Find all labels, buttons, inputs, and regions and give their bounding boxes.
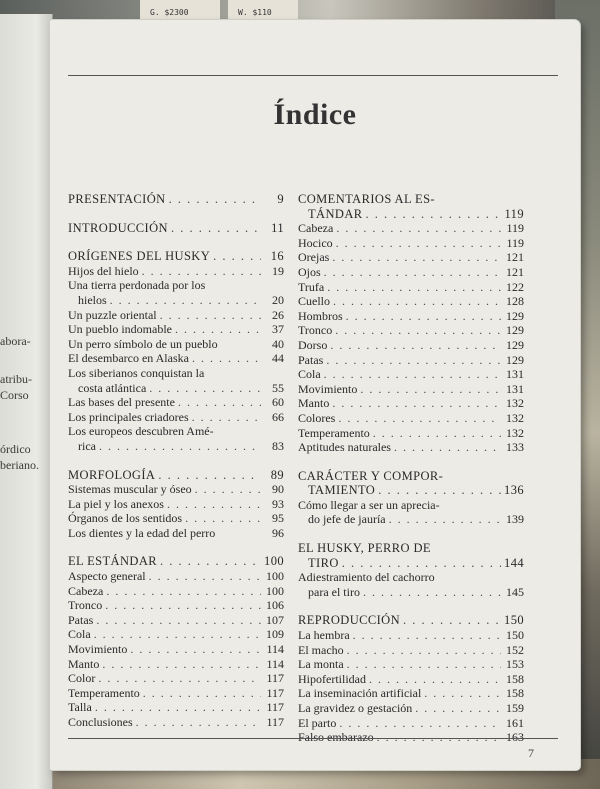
toc-entry: [68, 700, 284, 715]
toc-leader-dots: [332, 250, 501, 265]
toc-leader-dots: [369, 672, 501, 687]
toc-entry-label: PRESENTACIÓN: [68, 192, 166, 206]
toc-entry-label: La monta: [298, 657, 344, 672]
page-number: 7: [528, 746, 534, 760]
toc-leader-dots: [332, 396, 501, 411]
toc-entry: [298, 236, 524, 251]
toc-entry-label: Aspecto general: [68, 569, 146, 584]
toc-leader-dots: [195, 482, 261, 497]
toc-entry: [68, 278, 284, 293]
toc-entry: [298, 657, 524, 672]
toc-section-entry: [298, 556, 524, 571]
toc-entry-label: rica: [78, 438, 96, 453]
toc-leader-dots: [403, 613, 501, 628]
toc-entry: [298, 396, 524, 411]
toc-entry-page: 139: [506, 512, 524, 527]
toc-leader-dots: [353, 628, 501, 643]
shelf-label: G. $2300: [150, 8, 189, 17]
toc-spacer: [68, 454, 284, 468]
toc-entry: [68, 671, 284, 686]
shelf-label: W. $110: [238, 8, 272, 17]
toc-leader-dots: [149, 569, 261, 584]
toc-spacer: [298, 455, 524, 469]
toc-entry-label: Hocico: [298, 235, 333, 250]
toc-entry-page: 129: [506, 337, 524, 352]
toc-entry: [68, 686, 284, 701]
toc-entry: [298, 585, 524, 600]
toc-entry-page: 150: [504, 613, 524, 628]
toc-leader-dots: [394, 440, 501, 455]
toc-entry-label: Manto: [68, 656, 100, 671]
bottom-rule: [68, 738, 558, 739]
toc-entry-page: 133: [506, 440, 524, 455]
toc-entry-label: Las bases del presente: [68, 395, 175, 410]
toc-entry-page: 9: [277, 192, 284, 206]
toc-section-entry: [68, 221, 284, 236]
toc-leader-dots: [339, 716, 501, 731]
toc-entry-label: Movimiento: [298, 381, 358, 396]
toc-entry-page: 161: [506, 715, 524, 730]
toc-entry-page: 117: [266, 671, 284, 686]
toc-section-entry: [298, 192, 524, 207]
toc-spacer: [298, 527, 524, 541]
toc-entry-page: 55: [272, 380, 284, 395]
toc-entry-label: Cabeza: [298, 221, 334, 236]
toc-entry-label: Un pueblo indomable: [68, 322, 172, 337]
toc-entry-page: 106: [266, 598, 284, 613]
toc-entry: [298, 628, 524, 643]
toc-entry: [298, 701, 524, 716]
toc-leader-dots: [424, 686, 501, 701]
toc-entry-label: TÁNDAR: [308, 206, 363, 221]
toc-entry-page: 158: [506, 671, 524, 686]
toc-leader-dots: [342, 556, 501, 571]
toc-entry-page: 150: [506, 628, 524, 643]
toc-entry: [298, 323, 524, 338]
toc-entry-page: 40: [272, 336, 284, 351]
toc-entry: [68, 657, 284, 672]
toc-entry-label: Tronco: [298, 323, 333, 338]
toc-entry: [68, 584, 284, 599]
toc-leader-dots: [338, 411, 501, 426]
toc-leader-dots: [327, 280, 501, 295]
toc-entry-page: 152: [506, 642, 524, 657]
toc-entry-label: para el tiro: [308, 584, 360, 599]
toc-entry-label: Los europeos descubren Amé-: [68, 424, 214, 439]
toc-entry-label: costa atlántica: [78, 380, 147, 395]
toc-entry-page: 19: [272, 263, 284, 278]
toc-entry: [298, 716, 524, 731]
toc-entry-label: Un puzzle oriental: [68, 307, 157, 322]
toc-entry-page: 131: [506, 367, 524, 382]
toc-entry: [298, 686, 524, 701]
toc-entry-page: 66: [272, 409, 284, 424]
toc-entry-page: 26: [272, 307, 284, 322]
toc-entry: [68, 322, 284, 337]
toc-entry-label: Hijos del hielo: [68, 263, 139, 278]
toc-leader-dots: [363, 585, 501, 600]
toc-section-entry: [68, 192, 284, 207]
toc-leader-dots: [167, 497, 261, 512]
toc-entry-page: 153: [506, 657, 524, 672]
toc-entry: [68, 482, 284, 497]
toc-leader-dots: [99, 439, 261, 454]
toc-entry-label: Cola: [68, 627, 91, 642]
toc-entry: [298, 221, 524, 236]
toc-entry-label: La piel y los anexos: [68, 496, 164, 511]
toc-leader-dots: [158, 468, 261, 483]
toc-entry-page: 20: [272, 292, 284, 307]
toc-entry-label: Dorso: [298, 337, 328, 352]
toc-entry: [298, 643, 524, 658]
toc-leader-dots: [178, 395, 261, 410]
toc-entry: [68, 308, 284, 323]
toc-entry-page: 83: [272, 438, 284, 453]
toc-entry-page: 129: [506, 323, 524, 338]
toc-entry-page: 117: [266, 685, 284, 700]
toc-entry-label: Temperamento: [68, 685, 140, 700]
toc-entry-label: Temperamento: [298, 425, 370, 440]
toc-entry-label: Trufa: [298, 279, 325, 294]
left-page-fragment: abora-: [0, 334, 31, 348]
toc-entry-page: 132: [506, 396, 524, 411]
toc-entry: [298, 411, 524, 426]
toc-leader-dots: [95, 700, 261, 715]
toc-leader-dots: [142, 264, 261, 279]
toc-left-column: [68, 192, 284, 730]
toc-entry-page: 100: [266, 583, 284, 598]
toc-leader-dots: [415, 701, 501, 716]
toc-leader-dots: [213, 249, 261, 264]
toc-entry-page: 114: [266, 656, 284, 671]
toc-entry-page: 119: [506, 235, 524, 250]
toc-leader-dots: [389, 512, 501, 527]
toc-leader-dots: [160, 554, 261, 569]
toc-entry-label: Patas: [298, 352, 324, 367]
toc-entry: [298, 280, 524, 295]
toc-leader-dots: [336, 221, 501, 236]
toc-leader-dots: [347, 657, 501, 672]
toc-entry-label: Sistemas muscular y óseo: [68, 482, 192, 497]
toc-entry-label: do jefe de jauría: [308, 512, 386, 527]
toc-entry-label: El parto: [298, 715, 337, 730]
toc-leader-dots: [378, 483, 501, 498]
toc-entry: [68, 366, 284, 381]
toc-entry: [68, 598, 284, 613]
toc-entry: [68, 511, 284, 526]
toc-leader-dots: [324, 265, 501, 280]
toc-leader-dots: [347, 643, 501, 658]
toc-leader-dots: [192, 351, 261, 366]
toc-entry-label: Cola: [298, 367, 321, 382]
toc-leader-dots: [175, 322, 261, 337]
toc-entry-label: La hembra: [298, 628, 350, 643]
toc-leader-dots: [360, 382, 501, 397]
toc-entry-page: 121: [506, 250, 524, 265]
toc-leader-dots: [365, 207, 501, 222]
toc-leader-dots: [169, 192, 261, 207]
toc-entry-label: Hipofertilidad: [298, 671, 366, 686]
toc-entry: [298, 672, 524, 687]
toc-entry-page: 117: [266, 715, 284, 729]
toc-leader-dots: [346, 309, 501, 324]
toc-leader-dots: [106, 584, 261, 599]
toc-entry-page: 100: [266, 569, 284, 584]
toc-entry: [298, 498, 524, 513]
toc-section-entry: [298, 541, 524, 556]
toc-entry-label: Hombros: [298, 308, 343, 323]
toc-entry-label: Los dientes y la edad del perro: [68, 525, 216, 540]
toc-entry: [68, 381, 284, 396]
left-page-fragment: atribu-: [0, 372, 32, 386]
toc-entry: [68, 351, 284, 366]
toc-leader-dots: [130, 642, 261, 657]
toc-section-entry: [68, 554, 284, 569]
toc-entry: [298, 353, 524, 368]
toc-entry-page: 158: [506, 686, 524, 701]
toc-entry: [298, 426, 524, 441]
page-title: Índice: [273, 98, 357, 131]
toc-entry: [68, 424, 284, 439]
toc-entry-page: 90: [272, 482, 284, 497]
toc-leader-dots: [102, 657, 261, 672]
toc-entry: [68, 642, 284, 657]
toc-entry-label: El desembarco en Alaska: [68, 351, 189, 366]
toc-entry-page: 60: [272, 395, 284, 410]
toc-spacer: [68, 207, 284, 221]
toc-entry-label: Tronco: [68, 598, 103, 613]
left-page-fragment: Corso: [0, 388, 29, 402]
toc-leader-dots: [373, 426, 501, 441]
toc-entry-label: EL ESTÁNDAR: [68, 554, 158, 569]
toc-entry-label: Una tierra perdonada por los: [68, 278, 206, 293]
toc-entry-label: Cabeza: [68, 583, 104, 598]
toc-entry-page: 117: [266, 700, 284, 715]
toc-entry-label: Manto: [298, 396, 330, 411]
toc-entry-label: Los siberianos conquistan la: [68, 365, 205, 380]
toc-leader-dots: [98, 671, 261, 686]
toc-entry-label: Ojos: [298, 264, 321, 279]
toc-entry: [68, 439, 284, 454]
toc-spacer: [68, 235, 284, 249]
book-page: [50, 20, 580, 770]
toc-entry-label: Orejas: [298, 250, 330, 265]
toc-entry-label: Patas: [68, 612, 94, 627]
toc-leader-dots: [105, 598, 261, 613]
toc-entry-label: Talla: [68, 700, 92, 715]
toc-entry-page: 132: [506, 425, 524, 440]
toc-entry-label: COMENTARIOS AL ES-: [298, 192, 435, 206]
toc-leader-dots: [326, 353, 501, 368]
toc-entry-label: CARÁCTER Y COMPOR-: [298, 468, 444, 483]
toc-leader-dots: [94, 627, 261, 642]
toc-entry-page: 37: [272, 322, 284, 337]
toc-leader-dots: [110, 293, 261, 308]
toc-entry: [68, 497, 284, 512]
toc-entry-page: 96: [272, 525, 284, 540]
toc-entry: [298, 440, 524, 455]
toc-entry-label: Adiestramiento del cachorro: [298, 570, 435, 585]
toc-entry-page: 159: [506, 701, 524, 715]
toc-leader-dots: [330, 338, 501, 353]
toc-entry-label: Conclusiones: [68, 715, 133, 729]
toc-leader-dots: [324, 367, 501, 382]
toc-entry-label: ORÍGENES DEL HUSKY: [68, 249, 211, 264]
toc-entry: [68, 337, 284, 352]
toc-leader-dots: [149, 381, 261, 396]
toc-spacer: [298, 599, 524, 613]
toc-entry-page: 93: [272, 496, 284, 511]
toc-entry-page: 11: [271, 220, 284, 235]
toc-entry-label: INTRODUCCIÓN: [68, 220, 168, 235]
toc-section-entry: [298, 207, 524, 222]
toc-entry-label: TIRO: [308, 555, 339, 570]
toc-entry-page: 129: [506, 308, 524, 323]
toc-entry-page: 129: [506, 352, 524, 367]
toc-leader-dots: [185, 511, 261, 526]
toc-entry-label: Órganos de los sentidos: [68, 511, 183, 526]
toc-entry-label: La gravidez o gestación: [298, 701, 413, 715]
toc-entry-page: 95: [272, 511, 284, 526]
toc-leader-dots: [136, 715, 261, 730]
toc-entry-page: 109: [266, 627, 284, 642]
left-page-fragment: órdico: [0, 442, 31, 456]
toc-entry: [68, 715, 284, 730]
toc-entry-label: MORFOLOGÍA: [68, 467, 156, 482]
toc-entry-page: 44: [272, 351, 284, 366]
left-facing-page: [0, 14, 53, 789]
toc-leader-dots: [333, 294, 501, 309]
toc-entry-label: Aptitudes naturales: [298, 440, 391, 455]
toc-entry-label: Movimiento: [68, 642, 128, 657]
toc-section-entry: [68, 249, 284, 264]
toc-entry: [68, 627, 284, 642]
toc-section-entry: [298, 483, 524, 498]
toc-entry-label: hielos: [78, 292, 107, 307]
toc-entry: [68, 293, 284, 308]
toc-leader-dots: [160, 308, 261, 323]
toc-entry-page: 122: [506, 279, 524, 294]
toc-entry-label: REPRODUCCIÓN: [298, 613, 401, 628]
toc-section-entry: [68, 468, 284, 483]
toc-entry-page: 132: [506, 410, 524, 425]
toc-entry-label: La inseminación artificial: [298, 686, 422, 701]
toc-entry-label: Un perro símbolo de un pueblo: [68, 336, 218, 351]
toc-entry-label: El macho: [298, 642, 344, 657]
toc-entry-page: 131: [506, 381, 524, 396]
toc-entry-page: 121: [506, 264, 524, 279]
toc-entry: [298, 294, 524, 309]
toc-entry-page: 89: [270, 467, 284, 482]
toc-entry-label: Cómo llegar a ser un aprecia-: [298, 497, 440, 512]
toc-leader-dots: [96, 613, 261, 628]
toc-spacer: [68, 540, 284, 554]
toc-entry: [68, 526, 284, 541]
toc-entry: [298, 250, 524, 265]
toc-entry-label: Color: [68, 671, 96, 686]
toc-entry-page: 145: [506, 584, 524, 599]
toc-entry: [68, 569, 284, 584]
toc-entry: [68, 613, 284, 628]
toc-entry-label: TAMIENTO: [308, 483, 376, 498]
toc-entry-page: 114: [266, 642, 284, 657]
toc-entry-page: 136: [504, 483, 524, 498]
toc-right-column: [298, 192, 524, 745]
toc-entry-page: 128: [506, 294, 524, 309]
toc-entry-page: 144: [504, 555, 524, 570]
left-page-fragment: beriano.: [0, 458, 39, 472]
toc-entry-page: 119: [506, 221, 524, 236]
toc-entry-page: 16: [270, 249, 284, 264]
toc-leader-dots: [336, 236, 501, 251]
toc-entry: [68, 410, 284, 425]
toc-entry-label: Colores: [298, 410, 336, 425]
toc-section-entry: [298, 469, 524, 484]
toc-entry: [298, 382, 524, 397]
toc-entry-label: EL HUSKY, PERRO DE: [298, 541, 431, 556]
toc-leader-dots: [192, 410, 261, 425]
toc-entry-label: Cuello: [298, 294, 330, 309]
toc-entry-page: 119: [504, 206, 524, 221]
toc-entry: [298, 338, 524, 353]
top-rule: [68, 75, 558, 76]
toc-entry-page: 107: [266, 612, 284, 627]
toc-leader-dots: [335, 323, 501, 338]
toc-entry: [68, 264, 284, 279]
toc-leader-dots: [171, 221, 261, 236]
toc-leader-dots: [143, 686, 261, 701]
toc-entry: [68, 395, 284, 410]
toc-entry: [298, 367, 524, 382]
toc-entry: [298, 512, 524, 527]
toc-entry: [298, 570, 524, 585]
toc-section-entry: [298, 613, 524, 628]
toc-entry-page: 100: [264, 554, 284, 569]
toc-entry-label: Los principales criadores: [68, 409, 189, 424]
toc-entry: [298, 309, 524, 324]
toc-entry: [298, 265, 524, 280]
